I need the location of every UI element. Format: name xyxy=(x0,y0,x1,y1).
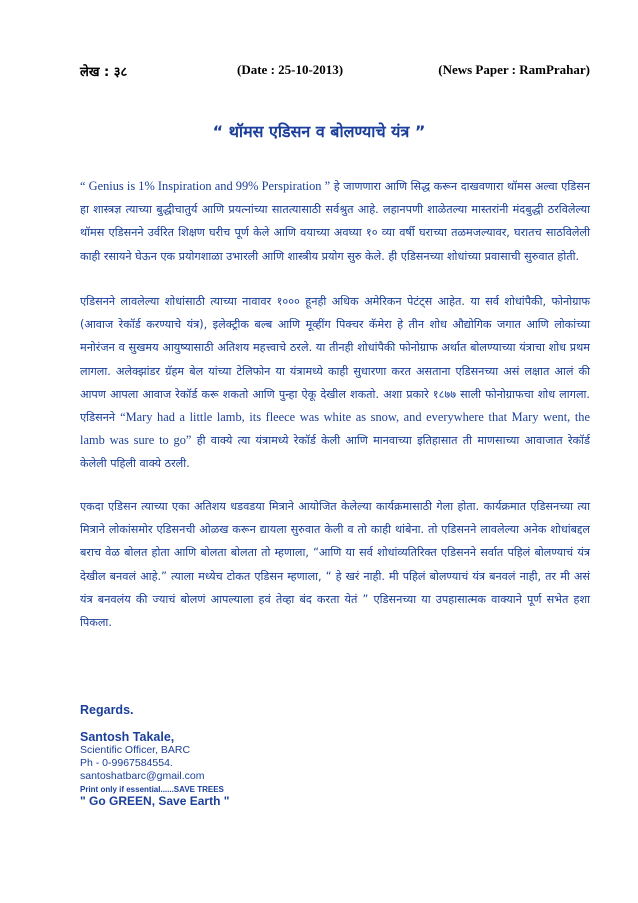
article-number: लेख : ३८ xyxy=(80,65,128,80)
signature-block xyxy=(80,703,380,808)
paragraph-2 xyxy=(80,290,590,476)
author-phone: Ph - 0-9967584554. xyxy=(80,757,173,769)
author-designation: Scientific Officer, BARC xyxy=(80,744,191,756)
paragraph-3 xyxy=(80,495,590,634)
article-title: “ थॉमस एडिसन व बोलण्याचे यंत्र ” xyxy=(212,122,426,141)
article-date: (Date : 25-10-2013) xyxy=(237,62,344,77)
mary-lamb-quote: “Mary had a little lamb, its fleece was white as snow, and everywhere that Mary went, the lamb was sure to go” xyxy=(80,410,590,448)
paragraph-1 xyxy=(80,175,590,268)
author-name: Santosh Takale, xyxy=(80,730,175,744)
genius-quote: “ Genius is 1% Inspiration and 99% Perspiration ” xyxy=(80,179,331,193)
paragraph-2-text-a: एडिसनने लावलेल्या शोधांसाठी त्याच्या नावावर १००० हूनही अधिक अमेरिकन पेटंट्स आहेत. या सर्व शोधांपैकी, फोनोग्राफ (आवाज रेकॉर्ड करण्याचे यंत्र), इलेक्ट्रीक बल्ब आणि मूव्हींग पिक्चर कॅमेरा हे तीन शोध औद्योगिक जगात आणि लोकांच्या मनोरंजन व सुखमय आयुष्यासाठी अतिशय महत्त्वाचे ठरले. या तीनही शोधांपैकी फोनोग्राफ अर्थात बोलण्याच्या यंत्राचा शोध प्रथम लागला. अलेक्झांडर ग्रॅहम बेल यांच्या टेलिफोन या यंत्रामध्ये काही सुधारणा करत असताना एडिसनच्या असं लक्षात आलं की आपण आपला आवाज रेकॉर्ड करू शकतो आणि पुन्हा ऐकू देखील शकतो. अशा प्रकारे १८७७ साली फोनोग्राफचा शोध लागला. एडिसनने xyxy=(80,295,590,425)
paragraph-1-text: हे जाणणारा आणि सिद्ध करून दाखवणारा थॉमस अल्वा एडिसन हा शास्त्रज्ञ त्याच्या बुद्धीचातुर्य आणि प्रयत्नांच्या सातत्यासाठी सर्वश्रुत आहे. लहानपणी शाळेतल्या मास्तरांनी मंदबुद्धी ठरविलेल्या थॉमस एडिसनने उर्वरित शिक्षण घरीच पूर्ण केले आणि वयाच्या अवघ्या १० व्या वर्षी घराच्या तळमजल्यावर, घरातच साठविलेली काही रसायने घेऊन एक प्रयोगशाळा उभारली आणि शास्त्रीय प्रयोग सुरु केले. ही एडिसनच्या शोधांच्या प्रवासाची सुरुवात होती. xyxy=(80,180,591,263)
header xyxy=(80,62,590,82)
newspaper-name: (News Paper : RamPrahar) xyxy=(438,62,590,77)
author-email: santoshatbarc@gmail.com xyxy=(80,770,205,782)
paragraph-3-text: एकदा एडिसन त्याच्या एका अतिशय धडवडया मित्राने आयोजित केलेल्या कार्यक्रमासाठी गेला होता. कार्यक्रमात एडिसनच्या त्या मित्राने लोकांसमोर एडिसनची ओळख करून द्यायला सुरुवात केली व तो काही थांबेना. तो एडिसनने लावलेल्या अनेक शोधांबद्दल बराच वेळ बोलत होता आणि बोलता बोलता तो म्हणाला, “आणि या सर्व शोधांव्यतिरिक्त एडिसनने सर्वात पहिलं बोलण्याचं यंत्र देखील बनवलं आहे.” त्याला मध्येच टोकत एडिसन म्हणाला, “ हे खरं नाही. मी पहिलं बोलण्याचं यंत्र बनवलं नाही, तर मी असं यंत्र बनवलंय की ज्याचं बोलणं आपल्याला हवं तेव्हा बंद करता येतं ” एडिसनच्या या उपहासात्मक वाक्याने पूर्ण सभेत हशा पिकला. xyxy=(80,500,590,630)
regards-text: Regards. xyxy=(80,703,134,717)
print-note: Print only if essential......SAVE TREES xyxy=(80,785,224,794)
paragraph-2-text-b: ही वाक्ये त्या यंत्रामध्ये रेकॉर्ड केली आणि मानवाच्या इतिहासात ती माणसाच्या आवाजात रेकॉर्ड केलेली पहिली वाक्ये ठरली. xyxy=(80,434,590,471)
slogan: " Go GREEN, Save Earth " xyxy=(80,794,230,808)
